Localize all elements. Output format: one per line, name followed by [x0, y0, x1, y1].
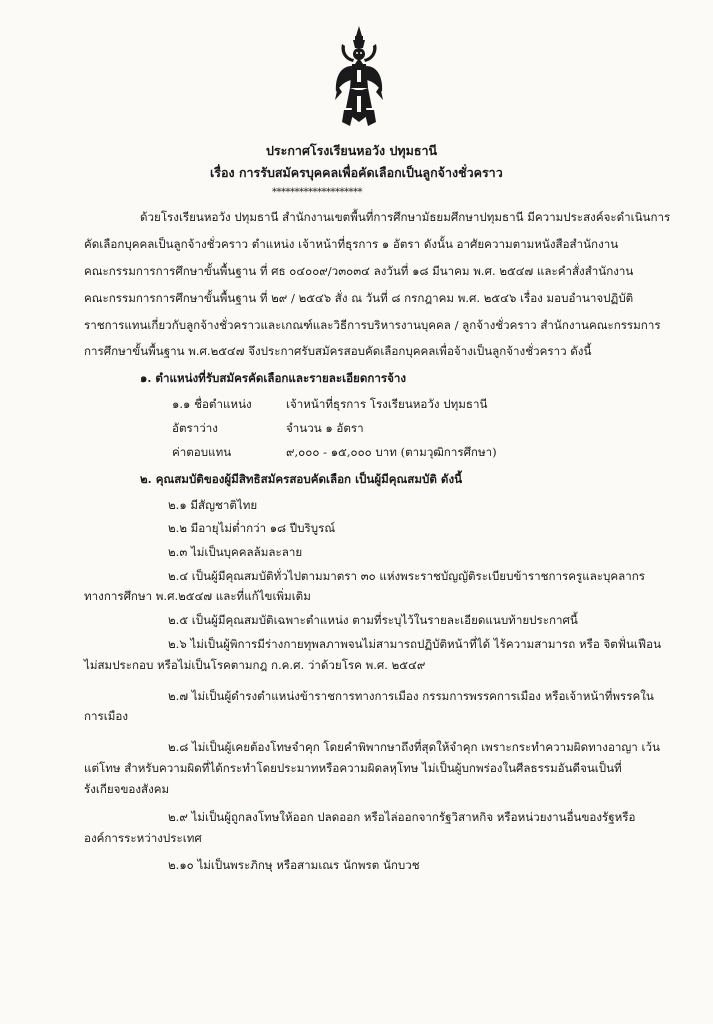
compensation-value: ๙,๐๐๐ - ๑๕,๐๐๐ บาท (ตามวุฒิการศึกษา): [286, 445, 497, 459]
document-title: ประกาศโรงเรียนหอวัง ปทุมธานี: [266, 143, 438, 158]
qualification-item-cont: ไม่สมประกอบ หรือไม่เป็นโรคตามกฎ ก.ค.ศ. ว่าด้วยโรค พ.ศ. ๒๕๔๙: [84, 658, 426, 672]
separator: ********************: [272, 187, 362, 198]
qualification-item: ๒.๙ ไม่เป็นผู้ถูกลงโทษให้ออก ปลดออก หรือไล่ออกจากรัฐวิสาหกิจ หรือหน่วยงานอื่นของรัฐหรือ: [168, 810, 636, 824]
vacancy-label: อัตราว่าง: [172, 421, 218, 435]
vacancy-value: จำนวน ๑ อัตรา: [286, 421, 364, 435]
intro-line: ราชการแทนเกี่ยวกับลูกจ้างชั่วคราวและเกณฑ์และวิธีการบริหารงานบุคคล / ลูกจ้างชั่วคราว สำนักงานคณะกรรมการ: [84, 318, 661, 332]
position-name-value: เจ้าหน้าที่ธุรการ โรงเรียนหอวัง ปทุมธานี: [286, 397, 488, 411]
intro-line: การศึกษาขั้นพื้นฐาน พ.ศ.๒๕๔๗ จึงประกาศรับสมัครสอบคัดเลือกบุคคลเพื่อจ้างเป็นลูกจ้างชั่วคราว ดังนี้: [84, 344, 592, 358]
qualification-item: ๒.๑ มีสัญชาติไทย: [168, 498, 258, 512]
intro-line: ด้วยโรงเรียนหอวัง ปทุมธานี สำนักงานเขตพื้นที่การศึกษามัธยมศึกษาปทุมธานี มีความประสงค์จะดำเนินการ: [140, 210, 671, 224]
qualification-item: ๒.๕ เป็นผู้มีคุณสมบัติเฉพาะตำแหน่ง ตามที่ระบุไว้ในรายละเอียดแนบท้ายประกาศนี้: [168, 613, 578, 627]
document-subject: เรื่อง การรับสมัครบุคคลเพื่อคัดเลือกเป็นลูกจ้างชั่วคราว: [210, 165, 503, 180]
qualification-item: ๒.๑๐ ไม่เป็นพระภิกษุ หรือสามเณร นักพรต นักบวช: [168, 858, 420, 872]
qualification-item: ๒.๔ เป็นผู้มีคุณสมบัติทั่วไปตามมาตรา ๓๐ แห่งพระราชบัญญัติระเบียบข้าราชการครูและบุคลากร: [168, 569, 646, 583]
intro-line: คัดเลือกบุคคลเป็นลูกจ้างชั่วคราว ตำแหน่ง เจ้าหน้าที่ธุรการ ๑ อัตรา ดังนั้น อาศัยความตามหนังสือสำนักงาน: [84, 237, 619, 251]
qualification-item-cont: แต่โทษ สำหรับความผิดที่ได้กระทำโดยประมาทหรือความผิดลหุโทษ ไม่เป็นผู้บกพร่องในศีลธรรมอันดีจนเป็นที่: [84, 761, 622, 775]
garuda-emblem-icon: [334, 26, 384, 130]
section-1-heading: ๑. ตำแหน่งที่รับสมัครคัดเลือกและรายละเอียดการจ้าง: [140, 371, 407, 385]
position-name-label: ๑.๑ ชื่อตำแหน่ง: [172, 397, 252, 411]
qualification-item-cont: การเมือง: [84, 709, 128, 723]
qualification-item: ๒.๓ ไม่เป็นบุคคลล้มละลาย: [168, 545, 303, 559]
intro-line: คณะกรรมการการศึกษาขั้นพื้นฐาน ที่ ๒๙ / ๒๕๔๖ สั่ง ณ วันที่ ๘ กรกฎาคม พ.ศ. ๒๕๔๖ เรื่อง มอบอำนาจปฏิบัติ: [84, 291, 634, 305]
qualification-item-cont: องค์การระหว่างประเทศ: [84, 831, 202, 845]
qualification-item: ๒.๗ ไม่เป็นผู้ดำรงตำแหน่งข้าราชการทางการเมือง กรรมการพรรคการเมือง หรือเจ้าหน้าที่พรรคใน: [168, 689, 654, 703]
compensation-label: ค่าตอบแทน: [172, 445, 232, 459]
qualification-item: ๒.๒ มีอายุไม่ต่ำกว่า ๑๘ ปีบริบูรณ์: [168, 521, 336, 535]
qualification-item: ๒.๖ ไม่เป็นผู้พิการมีร่างกายทุพลภาพจนไม่สามารถปฏิบัติหน้าที่ได้ ไร้ความสามารถ หรือ จิตฟั่นเฟือน: [168, 637, 661, 651]
section-2-heading: ๒. คุณสมบัติของผู้มีสิทธิสมัครสอบคัดเลือก เป็นผู้มีคุณสมบัติ ดังนี้: [140, 472, 463, 486]
qualification-item-cont: รังเกียจของสังคม: [84, 782, 170, 796]
qualification-item-cont: ทางการศึกษา พ.ศ.๒๕๔๗ และที่แก้ไขเพิ่มเติม: [84, 589, 311, 603]
intro-line: คณะกรรมการการศึกษาขั้นพื้นฐาน ที่ ศธ ๐๔๐๐๙/ว๓๐๓๔ ลงวันที่ ๑๘ มีนาคม พ.ศ. ๒๕๔๗ และคำสั่งสำนักงาน: [84, 264, 634, 278]
qualification-item: ๒.๘ ไม่เป็นผู้เคยต้องโทษจำคุก โดยคำพิพากษาถึงที่สุดให้จำคุก เพราะกระทำความผิดทางอาญา เว้น: [168, 740, 660, 754]
